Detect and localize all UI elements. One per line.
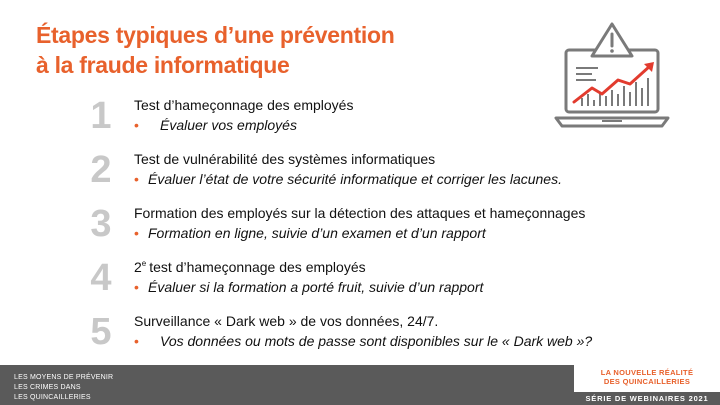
title-line-1: Étapes typiques d’une prévention <box>36 22 395 48</box>
step-detail <box>134 170 562 188</box>
step-title: Test d’hameçonnage des employés <box>134 97 354 113</box>
step-title: Formation des employés sur la détection des attaques et hameçonnages <box>134 205 586 221</box>
step-title <box>134 258 366 276</box>
footer-left-line-2: LES CRIMES DANS <box>14 384 81 391</box>
footer-series-label <box>14 373 113 403</box>
step-ordinal: 2 <box>134 259 142 275</box>
step-2 <box>88 150 648 200</box>
title-line-2: à la fraude informatique <box>36 52 290 78</box>
bullet-icon: • <box>134 333 139 349</box>
step-number: 4 <box>90 257 112 299</box>
step-title: Surveillance « Dark web » de vos données, 24/7. <box>134 313 439 329</box>
step-ordinal-suffix: e <box>141 259 147 269</box>
step-detail <box>134 224 486 242</box>
step-title-text: test d’hameçonnage des employés <box>149 259 366 275</box>
step-number: 2 <box>90 149 112 191</box>
step-number: 5 <box>90 311 112 353</box>
step-title: Test de vulnérabilité des systèmes informatiques <box>134 151 436 167</box>
step-number: 3 <box>90 203 112 245</box>
step-detail-text: Évaluer vos employés <box>160 117 297 133</box>
step-3 <box>88 204 648 254</box>
step-detail <box>134 278 483 296</box>
step-detail-text: Formation en ligne, suivie d’un examen et d’un rapport <box>148 225 486 241</box>
step-detail-text: Vos données ou mots de passe sont disponibles sur le « Dark web »? <box>160 333 593 349</box>
step-detail-text: Évaluer l’état de votre sécurité informatique et corriger les lacunes. <box>148 171 562 187</box>
step-number: 1 <box>90 95 112 137</box>
step-1 <box>88 96 648 146</box>
footer-brand-line-1: LA NOUVELLE RÉALITÉ <box>600 368 694 377</box>
step-detail <box>134 116 297 134</box>
step-4 <box>88 258 648 308</box>
bullet-icon: • <box>134 171 139 187</box>
footer-brand-line-2: DES QUINCAILLERIES <box>603 377 691 386</box>
step-5 <box>88 312 648 362</box>
bullet-icon: • <box>134 117 139 133</box>
footer-webinar-series: SÉRIE DE WEBINAIRES 2021 <box>585 394 709 403</box>
footer-brand-logo <box>574 365 720 392</box>
slide-title <box>36 20 394 80</box>
bullet-icon: • <box>134 279 139 295</box>
footer-left-line-3: LES QUINCAILLERIES <box>14 394 91 401</box>
bullet-icon: • <box>134 225 139 241</box>
footer-left-line-1: LES MOYENS DE PRÉVENIR <box>14 374 114 381</box>
step-detail-text: Évaluer si la formation a porté fruit, suivie d’un rapport <box>148 279 484 295</box>
footer-bar <box>0 365 720 405</box>
step-detail <box>134 332 592 350</box>
